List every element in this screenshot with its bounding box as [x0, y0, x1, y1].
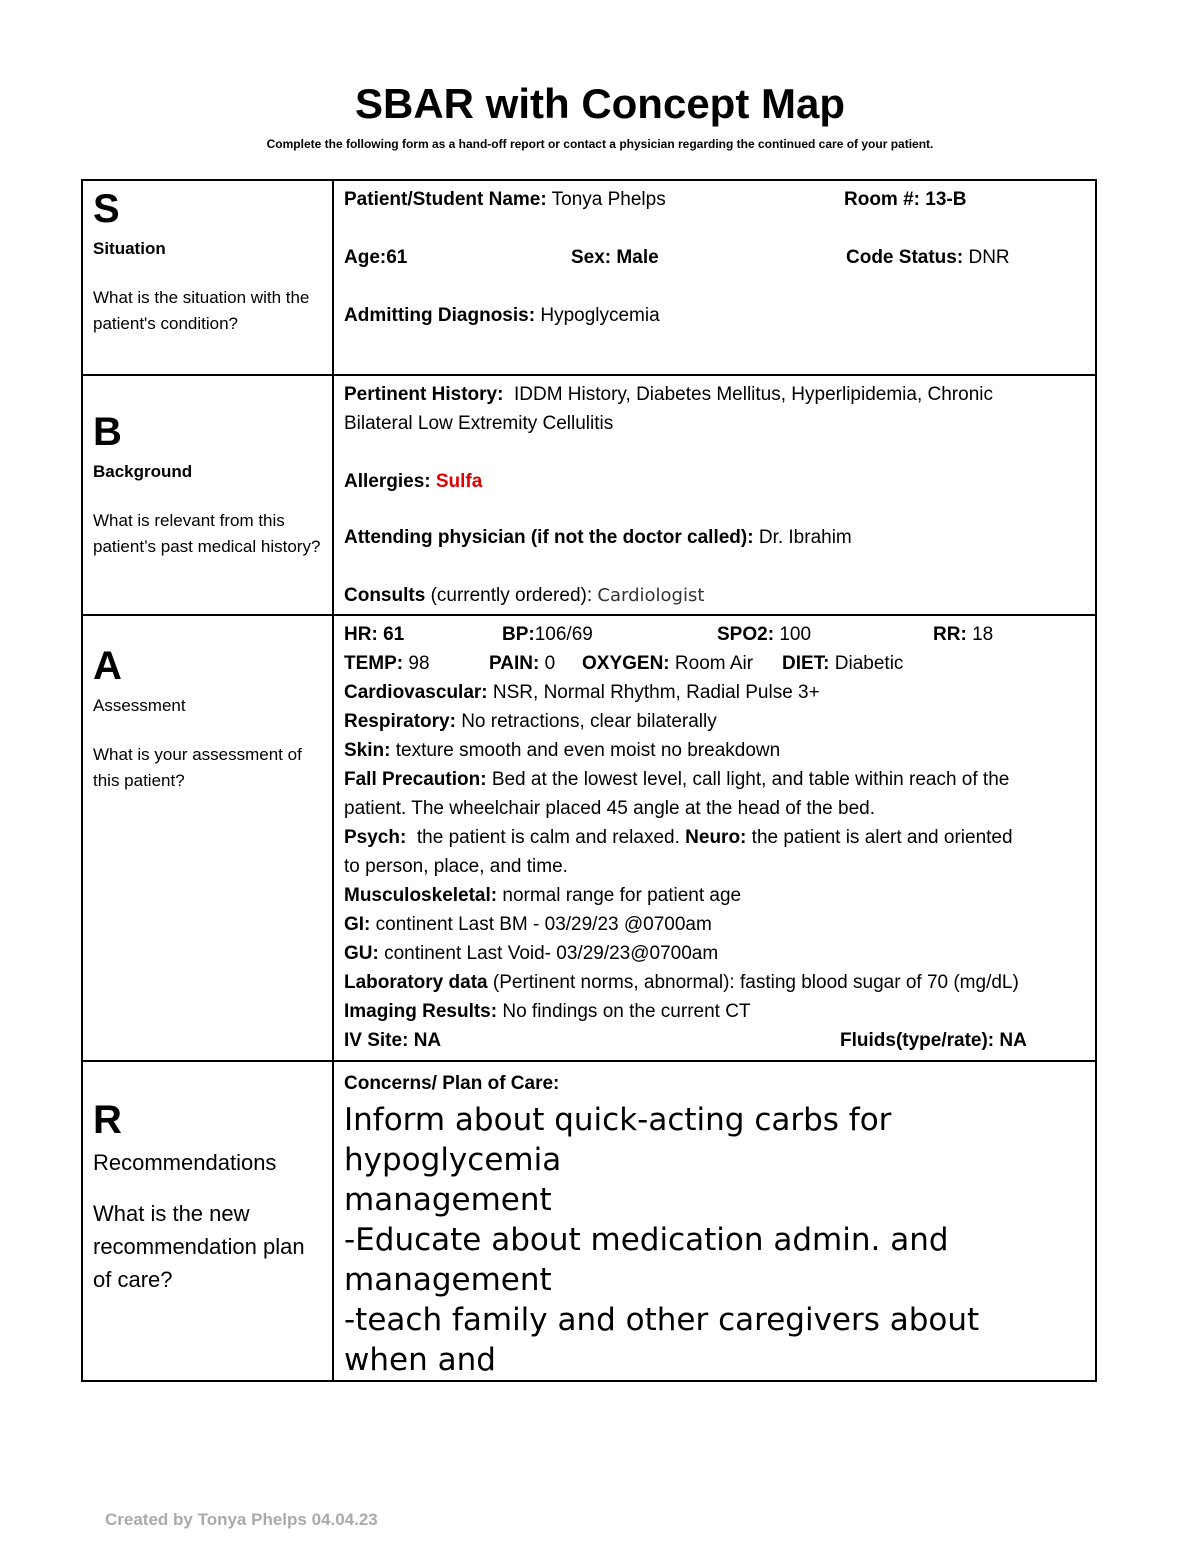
situation-letter: S: [93, 187, 120, 231]
situation-label-cell: [82, 180, 333, 375]
age-label: Age:: [344, 247, 387, 268]
fall-precaution-row: [344, 765, 1085, 794]
respiratory-row: [344, 707, 1085, 736]
patient-name-label: Patient/Student Name:: [344, 189, 547, 210]
skin-row: [344, 736, 1085, 765]
sbar-table: [81, 179, 1097, 1382]
background-label-cell: [82, 375, 333, 615]
history-label: Pertinent History:: [344, 384, 504, 405]
history-row-2: [344, 409, 1085, 438]
situation-question: What is the situation with the patient's condition?: [93, 288, 310, 333]
attending-row: [344, 523, 1085, 552]
sex-value: Male: [616, 247, 659, 268]
pain-value: 0: [544, 653, 556, 674]
spo2-value: 100: [779, 624, 812, 645]
neuro-value: the patient is alert and oriented: [751, 827, 1013, 848]
allergies-row: [344, 467, 1085, 496]
plan-line: -teach family and other caregivers about: [344, 1302, 980, 1338]
plan-text: [344, 1100, 1085, 1380]
oxygen-value: Room Air: [674, 653, 754, 674]
imaging-value: No findings on the current CT: [502, 1001, 751, 1022]
background-question: What is relevant from this patient’s past medical history?: [93, 511, 321, 556]
page-subtitle: Complete the following form as a hand-off report or contact a physician regarding the continued care of your patient.: [266, 137, 934, 151]
allergies-label: Allergies:: [344, 471, 431, 492]
rr-label: RR:: [933, 624, 967, 645]
assessment-letter: A: [93, 644, 122, 688]
laboratory-label: Laboratory data: [344, 972, 488, 993]
attending-value: Dr. Ibrahim: [758, 527, 852, 548]
gi-value: continent Last BM - 03/29/23 @0700am: [375, 914, 712, 935]
cardiovascular-row: [344, 678, 1085, 707]
background-name: Background: [93, 462, 193, 481]
hr-label: HR:: [344, 624, 378, 645]
diagnosis-row: [344, 301, 1085, 330]
recommendations-question: What is the new recommendation plan of care?: [93, 1201, 305, 1292]
oxygen-label: OXYGEN:: [582, 653, 670, 674]
musculoskeletal-label: Musculoskeletal:: [344, 885, 498, 906]
fall-precaution-value-2: patient. The wheelchair placed 45 angle at the head of the bed.: [344, 798, 875, 819]
musculoskeletal-row: [344, 881, 1085, 910]
gu-label: GU:: [344, 943, 379, 964]
background-content-cell: [333, 375, 1096, 615]
gu-value: continent Last Void- 03/29/23@0700am: [384, 943, 719, 964]
fall-precaution-row-2: [344, 794, 1085, 823]
consults-label: Consults: [344, 585, 426, 606]
recommendations-letter: R: [93, 1098, 122, 1142]
plan-line: management: [344, 1262, 552, 1298]
fluids-value: NA: [999, 1030, 1027, 1051]
code-status-label: Code Status:: [846, 247, 964, 268]
code-status-value: DNR: [968, 247, 1010, 268]
plan-line: hypoglycemia: [344, 1142, 562, 1178]
situation-name: Situation: [93, 239, 166, 258]
vitals-row-2: [344, 649, 1085, 678]
plan-line: -Educate about medication admin. and: [344, 1222, 949, 1258]
musculoskeletal-value: normal range for patient age: [502, 885, 742, 906]
background-row: [82, 375, 1096, 615]
allergies-value: Sulfa: [435, 471, 483, 492]
fluids-label: Fluids(type/rate):: [840, 1030, 995, 1051]
patient-name-row: [344, 185, 1085, 214]
psych-label: Psych:: [344, 827, 407, 848]
diet-label: DIET:: [782, 653, 830, 674]
situation-row: [82, 180, 1096, 375]
respiratory-label: Respiratory:: [344, 711, 456, 732]
recommendations-name: Recommendations: [93, 1150, 277, 1175]
diet-value: Diabetic: [834, 653, 904, 674]
gi-row: [344, 910, 1085, 939]
fall-precaution-label: Fall Precaution:: [344, 769, 487, 790]
gi-label: GI:: [344, 914, 371, 935]
fall-precaution-value: Bed at the lowest level, call light, and table within reach of the: [491, 769, 1010, 790]
assessment-content-cell: [333, 615, 1096, 1061]
history-value: IDDM History, Diabetes Mellitus, Hyperlipidemia, Chronic: [513, 384, 993, 405]
imaging-row: [344, 997, 1085, 1026]
cardiovascular-label: Cardiovascular:: [344, 682, 488, 703]
pain-label: PAIN:: [489, 653, 540, 674]
bp-value: 106/69: [534, 624, 593, 645]
assessment-label-cell: [82, 615, 333, 1061]
rr-value: 18: [972, 624, 994, 645]
cardiovascular-value: NSR, Normal Rhythm, Radial Pulse 3+: [492, 682, 820, 703]
laboratory-paren: (Pertinent norms, abnormal):: [492, 972, 735, 993]
age-sex-code-row: [344, 243, 1085, 272]
temp-label: TEMP:: [344, 653, 404, 674]
imaging-label: Imaging Results:: [344, 1001, 498, 1022]
patient-name-value: Tonya Phelps: [551, 189, 666, 210]
history-row: [344, 380, 1085, 409]
history-value-2: Bilateral Low Extremity Cellulitis: [344, 413, 614, 434]
neuro-row-2: [344, 852, 1085, 881]
neuro-label: Neuro:: [685, 827, 747, 848]
skin-label: Skin:: [344, 740, 391, 761]
age-value: 61: [386, 247, 408, 268]
psych-value: the patient is calm and relaxed.: [416, 827, 680, 848]
gu-row: [344, 939, 1085, 968]
room-value: 13-B: [925, 189, 967, 210]
page-title: SBAR with Concept Map: [355, 80, 845, 127]
neuro-value-2: to person, place, and time.: [344, 856, 568, 877]
situation-content-cell: [333, 180, 1096, 375]
recommendations-label-cell: [82, 1061, 333, 1381]
consults-value: Cardiologist: [597, 585, 705, 606]
assessment-row: [82, 615, 1096, 1061]
background-letter: B: [93, 410, 122, 454]
assessment-name: Assessment: [93, 696, 186, 715]
room-label: Room #:: [844, 189, 920, 210]
assessment-question: What is your assessment of this patient?: [93, 745, 302, 790]
spo2-label: SPO2:: [717, 624, 775, 645]
hr-value: 61: [383, 624, 405, 645]
plan-label: Concerns/ Plan of Care:: [344, 1073, 560, 1094]
laboratory-value: fasting blood sugar of 70 (mg/dL): [739, 972, 1019, 993]
plan-line: Inform about quick-acting carbs for: [344, 1102, 892, 1138]
iv-fluids-row: [344, 1026, 1085, 1055]
iv-site-value: NA: [413, 1030, 442, 1051]
plan-line: when and: [344, 1342, 496, 1378]
diagnosis-value: Hypoglycemia: [540, 305, 660, 326]
psych-neuro-row: [344, 823, 1085, 852]
diagnosis-label: Admitting Diagnosis:: [344, 305, 536, 326]
bp-label: BP:: [502, 624, 535, 645]
plan-label-row: [344, 1069, 1085, 1098]
laboratory-row: [344, 968, 1085, 997]
vitals-row-1: [344, 620, 1085, 649]
footer-credit: Created by Tonya Phelps 04.04.23: [105, 1510, 378, 1529]
respiratory-value: No retractions, clear bilaterally: [461, 711, 717, 732]
consults-paren: (currently ordered):: [430, 585, 593, 606]
recommendations-content-cell: [333, 1061, 1096, 1381]
plan-line: management: [344, 1182, 552, 1218]
consults-row: [344, 581, 1085, 610]
sex-label: Sex:: [571, 247, 612, 268]
iv-site-label: IV Site:: [344, 1030, 409, 1051]
attending-label: Attending physician (if not the doctor called):: [344, 527, 754, 548]
skin-value: texture smooth and even moist no breakdown: [395, 740, 781, 761]
temp-value: 98: [408, 653, 430, 674]
recommendations-row: [82, 1061, 1096, 1381]
